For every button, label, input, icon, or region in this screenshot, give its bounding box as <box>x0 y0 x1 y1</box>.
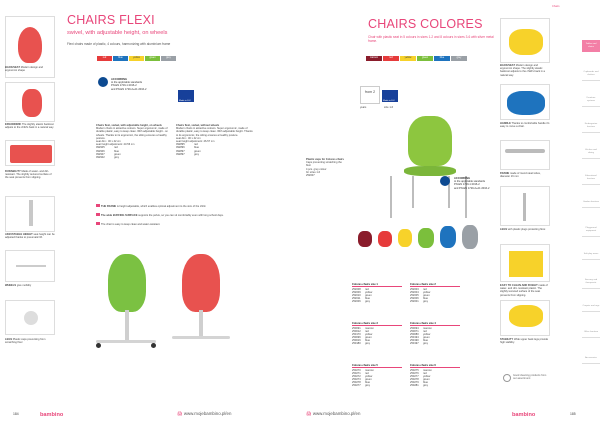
swatch-red: red <box>97 56 112 61</box>
swatch-grey: grey <box>161 56 176 61</box>
frame-image <box>505 149 545 153</box>
recycle-icon <box>503 374 511 382</box>
accordance-right: ACCORDING to the applicable standards PN-EN 1729-1:2016-2 and PN-EN 1729-2+A1:2016-2 <box>454 177 490 190</box>
feature-stability: STABILITY Wide upper back legs provide high stability. <box>500 338 549 345</box>
leg-image <box>523 193 526 221</box>
spec-wheels: Chairs flexi, swivel, with adjustable height, on wheels Modern chairs in attractive colours. Super ergonomic, made of durable plastic, easy to keep clean. With adjustable height - on wheels. Thanks to its ergonomic, the sitting ensures a healthy posture. seat dim.: 46 x 42 cm seat height adjustment: 43-56 cm 092905 red 092906 blue 092907 green 092902 grey <box>96 124 168 160</box>
feature-box-legs <box>5 300 55 335</box>
swatch-yellow: yellow <box>129 56 144 61</box>
tab-educational[interactable]: Educational furniture <box>582 172 600 185</box>
tab-office[interactable]: Office furniture <box>582 328 600 338</box>
feature-clean: EASY TO CLEAN AND FIXBLIT made of water- and dirt- resistant plastic. The slightly textured surface of the seat prevents from slipping. <box>500 284 548 297</box>
texture-image <box>10 145 52 163</box>
yellow-seat-image <box>509 29 543 55</box>
feature-legs-r: LEGS with plastic plugs protecting floor. <box>500 228 546 231</box>
legs-image <box>24 311 38 325</box>
ce-badge-right <box>440 176 450 186</box>
made-in-eu-flag: Made in EU <box>178 90 194 102</box>
page-number-left: 184 <box>13 412 19 416</box>
note-frame: THE FRAME is height adjustable, which enables optimal adjustment to the size of the child. <box>96 204 266 208</box>
table-size-5: Colores chairs size 5 250270 maroon 250271 red 250272 yellow 250273 green 250278 blue 250277 grey <box>352 364 402 387</box>
feature-box-legs-r <box>500 186 550 226</box>
swatch-blue-r: blue <box>434 56 450 61</box>
feature-box-height <box>5 196 55 232</box>
tab-furniture-systems[interactable]: Furniture systems <box>582 94 600 107</box>
feature-wheels: WHEELS give mobility <box>5 284 32 287</box>
tab-tables-chairs[interactable]: Tables and chairs <box>582 40 600 52</box>
page-title: CHAIRS FLEXI <box>67 13 155 27</box>
feature-box-wheels <box>5 250 55 282</box>
table-size-2: Colores chairs size 2 252003 red 252004 yellow 252005 green 252006 blue 252001 grey <box>410 283 460 303</box>
lift-image <box>29 200 33 226</box>
page-subtitle: swivel, with adjustable height, on wheels <box>67 30 168 36</box>
accordance-left: ACCORDING to the applicable standards PN-EN 1729-1:2016-2 and PN-EN 1729-2+A1:2016-2 <box>111 78 147 91</box>
stability-image <box>509 305 543 327</box>
note-clean: The chair is easy to keep clean and water-resistant. <box>96 222 266 226</box>
tab-sensory[interactable]: Sensory and therapeutic <box>582 276 600 289</box>
feature-backseat-r: BACK/SEAT Modern design and ergonomic shape. The slightly elastic backrest adjusts to the child's back in a natural way. <box>500 64 545 77</box>
made-in-eu-flag-right: Made in EU <box>382 90 398 102</box>
table-size-4: Colores chairs size 4 250094 maroon 250071 red 250080 yellow 250194 green 250190 blue 250197 grey <box>410 322 460 345</box>
tab-kitchen[interactable]: Kitchen and dining <box>582 146 600 159</box>
tab-playground[interactable]: Playground equipment <box>582 224 600 237</box>
tab-carpets[interactable]: Carpets and rugs <box>582 302 600 312</box>
page-number-right: 185 <box>570 412 576 416</box>
swatch-green-r: green <box>417 56 433 61</box>
feature-ergonomic: ERGONOMIC The slightly elastic backrest adjusts to the child's back in a natural way. <box>5 123 54 130</box>
table-size-3: Colores chairs size 3 250091 maroon 250012 red 250170 yellow 250096 green 250016 blue 250180 grey <box>352 322 402 345</box>
tab-cupboards[interactable]: Cupboards and shelves <box>582 68 600 81</box>
table-size-6: Colores chairs size 6 250275 maroon 250276 red 250277 yellow 250278 green 250279 blue 250281 grey <box>410 364 460 387</box>
blue-seat-image <box>507 91 545 115</box>
feature-height: ADJUSTABLE HEIGHT seat height can be adjusted thanks to pneumatic lift. <box>5 233 55 240</box>
swatch-grey-r: grey <box>451 56 467 61</box>
page-title-right: CHAIRS COLORES <box>368 17 483 31</box>
feature-handle: HANDLE Thanks to comfortable handle it's easy to move a chair. <box>500 122 550 129</box>
feature-box-durability <box>5 140 55 166</box>
feature-box-frame <box>500 140 550 170</box>
feature-box-handle <box>500 84 550 120</box>
section-tag: Chairs <box>552 5 560 8</box>
plastic-caps: Plastic caps for Colores chairs Caps preventing scratching the floor 4 pcs. grey colour for sizes 1-6 252007 <box>306 158 344 178</box>
swatch-red-r: red <box>383 56 399 61</box>
table-size-1: Colores chairs size 1 252008 red 252009 yellow 252010 green 252011 blue 252006 grey <box>352 283 402 303</box>
size-badge-range: size 1-6 <box>384 106 394 109</box>
footer-url-left[interactable]: 🖨 www.mojebambino.pl/en <box>177 411 232 416</box>
swatch-blue: blue <box>113 56 128 61</box>
feature-frame: FRAME made of round steel tubes, diameter 16 mm <box>500 172 541 179</box>
note-buffing: The wide BUFFING SURFACE supports the pelvis, so you can sit comfortably even with long school days. <box>96 213 266 217</box>
right-page <box>300 0 600 424</box>
feature-backseat: BACK/SEAT Modern design and ergonomic shape <box>5 66 43 73</box>
swatch-maroon: maroon <box>366 56 382 61</box>
bambino-logo-left: bambino <box>40 412 64 418</box>
recycle-note: Good cleaning products from our assortment <box>513 374 547 381</box>
footer-url-right[interactable]: 🖨 www.mojebambino.pl/en <box>306 411 361 416</box>
page-description: Flexi chairs made of plastic, 4 colours, harmonizing with aluminium frame <box>67 42 171 46</box>
feature-box-backseat-r <box>500 18 550 63</box>
size-badge: from 2 <box>360 86 380 104</box>
feature-box-stability <box>500 300 550 336</box>
spec-no-wheels: Chairs flexi, swivel, without wheels Modern chairs in attractive colours. Super ergonomic, made of durable plastic, easy to keep clean. With adjustable height. Thanks to its ergonomic, the sitting ensures a healthy posture. seat dim.: 46 x 42 cm seat height adjustment: 46-57 cm 092895 red 092896 blue 092897 green 092897 grey <box>176 124 253 156</box>
feature-durability: DURABILITY Made of water- and dirt- resistant. The slightly textured surface of the seat prevents from slipping. <box>5 170 52 180</box>
tab-garden[interactable]: Garden furniture <box>582 198 600 208</box>
size-badge-years: years <box>360 106 367 109</box>
clean-image <box>509 251 543 277</box>
ce-badge <box>98 77 108 87</box>
tab-soft-play[interactable]: Soft play areas <box>582 250 600 260</box>
tab-accessories[interactable]: Accessories <box>582 354 600 364</box>
seat-side-image <box>22 89 42 117</box>
feature-box-clean <box>500 244 550 282</box>
tab-kindergarten[interactable]: Kindergarten furniture <box>582 120 600 133</box>
feature-legs: LEGS Plastic caps preventing from scratching floor <box>5 338 46 345</box>
page-description-right: Chair with plastic seat in 5 colours in sizes 1-2 and 8 colours in sizes 3-6 with silver metal frame. <box>368 35 494 43</box>
feature-box-ergonomic <box>5 82 55 122</box>
swatch-green: green <box>145 56 160 61</box>
bambino-logo-right: bambino <box>512 412 536 418</box>
seat-image <box>18 27 42 63</box>
swatch-yellow-r: yellow <box>400 56 416 61</box>
wheels-image <box>16 265 46 267</box>
